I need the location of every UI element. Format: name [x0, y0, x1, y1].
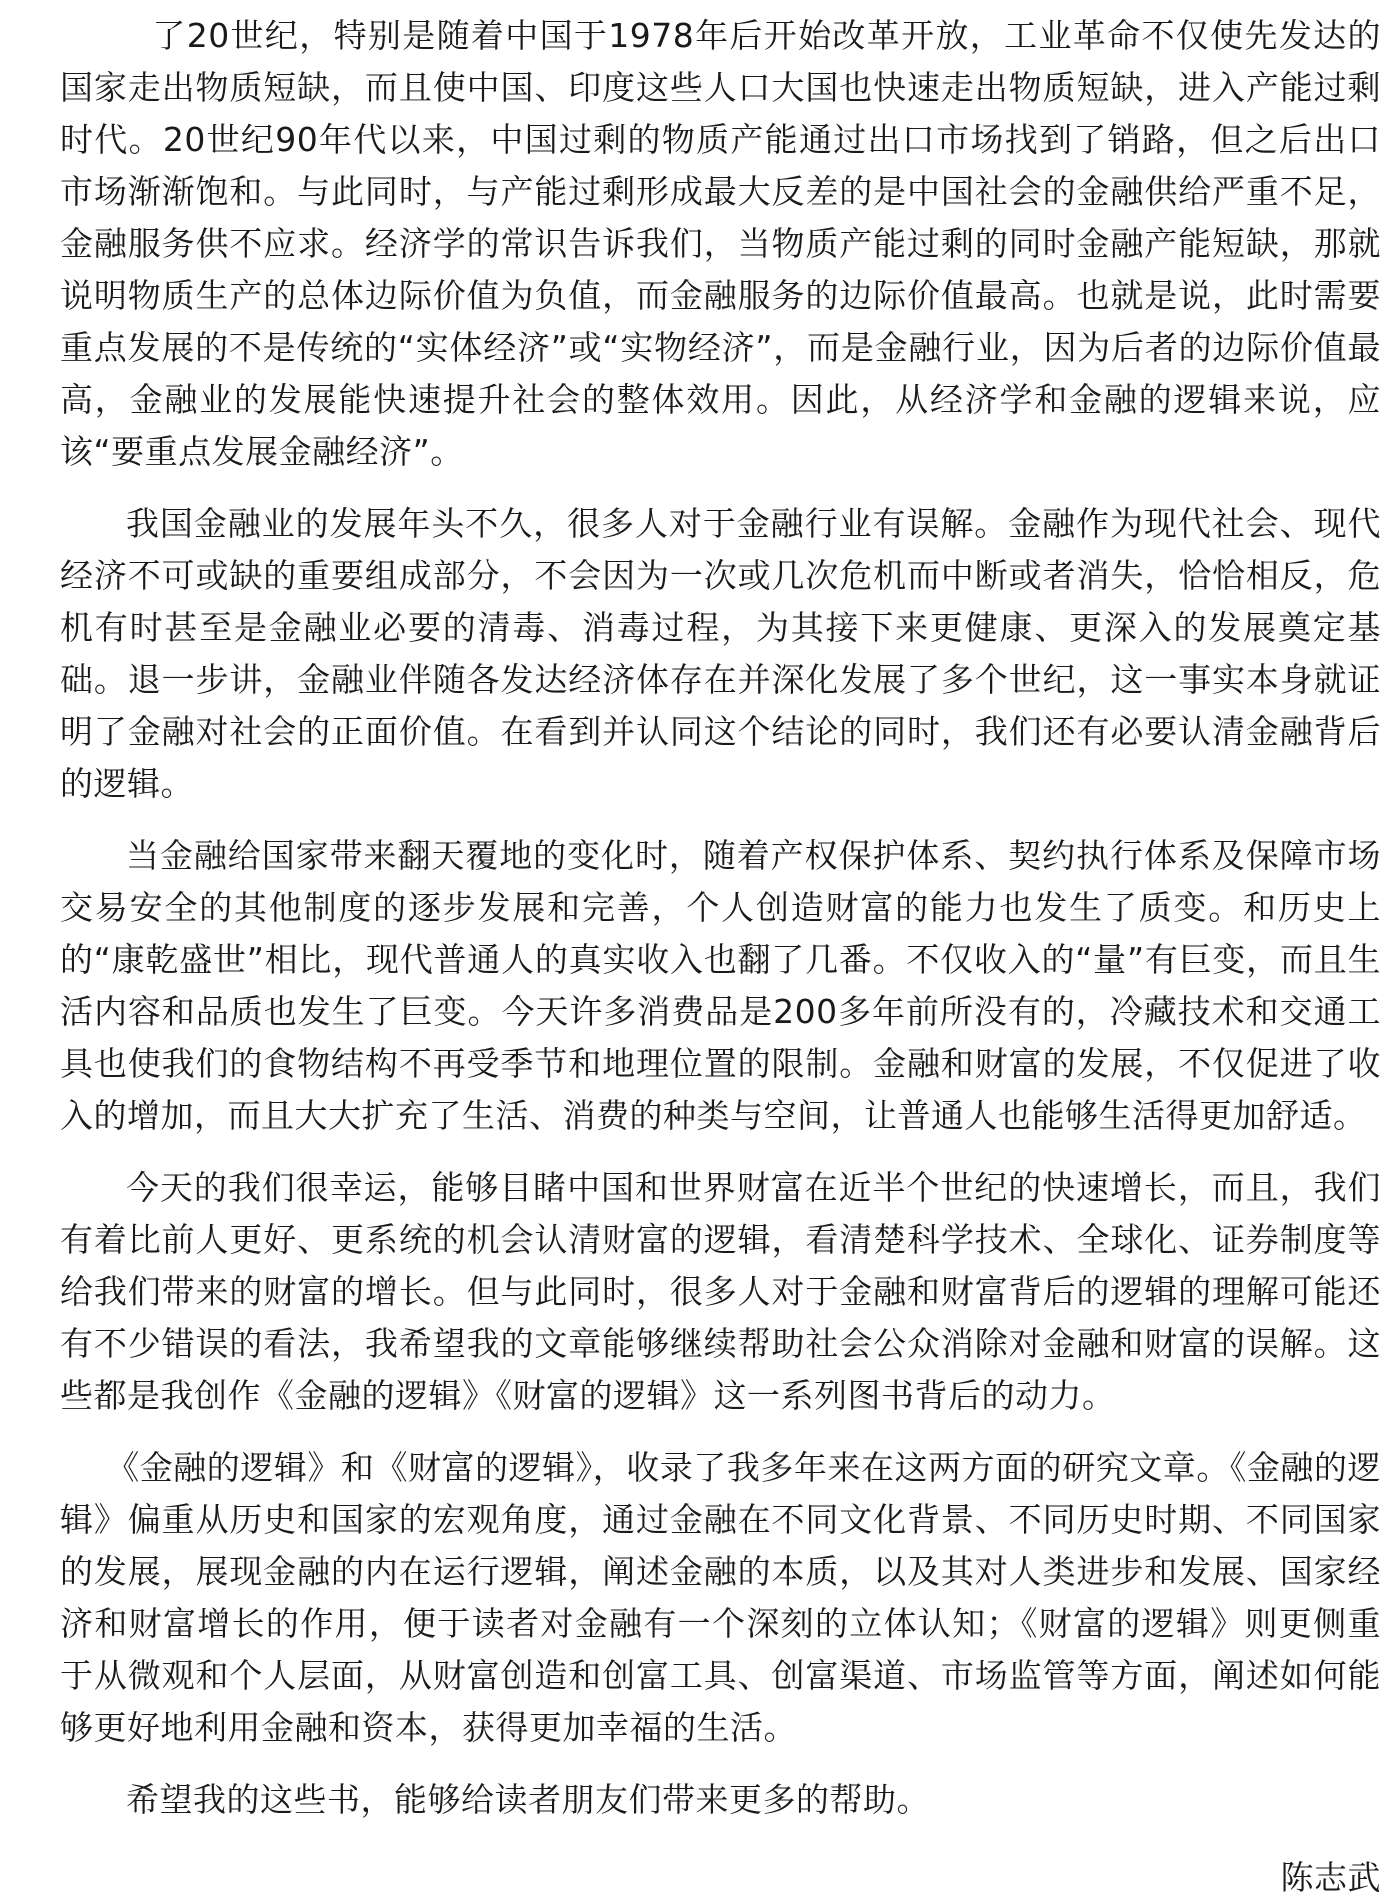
document-body: [60, 10, 1381, 1904]
paragraph-6: 希望我的这些书，能够给读者朋友们带来更多的帮助。: [126, 1780, 930, 1819]
paragraph-2: 我国金融业的发展年头不久，很多人对于金融行业有误解。金融作为现代社会、现代经济不可或缺的重要组成部分，不会因为一次或几次危机而中断或者消失，恰恰相反，危机有时甚至是金融业必要的清毒、消毒过程，为其接下来更健康、更深入的发展奠定基础。退一步讲，金融业伴随各发达经济体存在并深化发展了多个世纪，这一事实本身就证明了金融对社会的正面价值。在看到并认同这个结论的同时，我们还有必要认清金融背后的逻辑。: [60, 504, 1381, 803]
paragraph-1: 了20世纪，特别是随着中国于1978年后开始改革开放，工业革命不仅使先发达的国家走出物质短缺，而且使中国、印度这些人口大国也快速走出物质短缺，进入产能过剩时代。20世纪90年代以来，中国过剩的物质产能通过出口市场找到了销路，但之后出口市场渐渐饱和。与此同时，与产能过剩形成最大反差的是中国社会的金融供给严重不足，金融服务供不应求。经济学的常识告诉我们，当物质产能过剩的同时金融产能短缺，那就说明物质生产的总体边际价值为负值，而金融服务的边际价值最高。也就是说，此时需要重点发展的不是传统的“实体经济”或“实物经济”，而是金融行业，因为后者的边际价值最高，金融业的发展能快速提升社会的整体效用。因此，从经济学和金融的逻辑来说，应该“要重点发展金融经济”。: [60, 16, 1381, 471]
paragraph-3: 当金融给国家带来翻天覆地的变化时，随着产权保护体系、契约执行体系及保障市场交易安全的其他制度的逐步发展和完善，个人创造财富的能力也发生了质变。和历史上的“康乾盛世”相比，现代普通人的真实收入也翻了几番。不仅收入的“量”有巨变，而且生活内容和品质也发生了巨变。今天许多消费品是200多年前所没有的，冷藏技术和交通工具也使我们的食物结构不再受季节和地理位置的限制。金融和财富的发展，不仅促进了收入的增加，而且大大扩充了生活、消费的种类与空间，让普通人也能够生活得更加舒适。: [60, 836, 1381, 1135]
paragraph-5: 《金融的逻辑》和《财富的逻辑》，收录了我多年来在这两方面的研究文章。《金融的逻辑》偏重从历史和国家的宏观角度，通过金融在不同文化背景、不同历史时期、不同国家的发展，展现金融的内在运行逻辑，阐述金融的本质，以及其对人类进步和发展、国家经济和财富增长的作用，便于读者对金融有一个深刻的立体认知；《财富的逻辑》则更侧重于从微观和个人层面，从财富创造和创富工具、创富渠道、市场监管等方面，阐述如何能够更好地利用金融和资本，获得更加幸福的生活。: [60, 1448, 1381, 1747]
paragraph-4: 今天的我们很幸运，能够目睹中国和世界财富在近半个世纪的快速增长，而且，我们有着比前人更好、更系统的机会认清财富的逻辑，看清楚科学技术、全球化、证券制度等给我们带来的财富的增长。但与此同时，很多人对于金融和财富背后的逻辑的理解可能还有不少错误的看法，我希望我的文章能够继续帮助社会公众消除对金融和财富的误解。这些都是我创作《金融的逻辑》《财富的逻辑》这一系列图书背后的动力。: [60, 1168, 1381, 1415]
author-signature: 陈志武: [1280, 1858, 1381, 1897]
